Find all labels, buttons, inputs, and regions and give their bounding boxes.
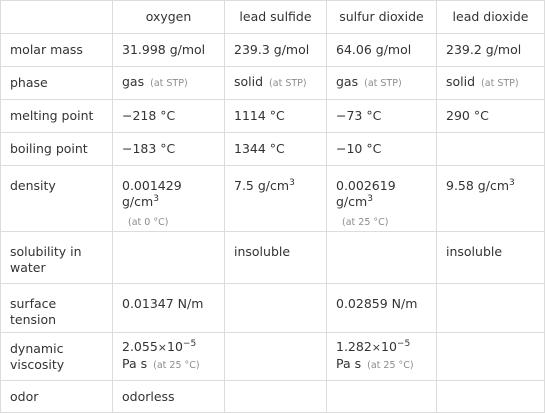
boiling-point-lead-sulfide: 1344 °C [225, 133, 327, 166]
molar-mass-sulfur-dioxide: 64.06 g/mol [327, 34, 437, 67]
row-header-melting-point: melting point [1, 100, 113, 133]
phase-value: gas [122, 74, 145, 89]
viscosity-mantissa: 1.282 [336, 339, 372, 354]
molar-mass-lead-dioxide: 239.2 g/mol [437, 34, 545, 67]
viscosity-exponent: −5 [182, 339, 197, 349]
boiling-point-lead-dioxide [437, 133, 545, 166]
boiling-point-oxygen: −183 °C [113, 133, 225, 166]
unit-exponent: 3 [153, 194, 159, 204]
melting-point-lead-dioxide: 290 °C [437, 100, 545, 133]
dynamic-viscosity-lead-sulfide [225, 333, 327, 381]
density-value: 7.5 g/cm [234, 178, 290, 193]
phase-value: gas [336, 74, 359, 89]
times-sign: × [157, 341, 168, 354]
table-row-molar-mass [1, 34, 545, 67]
solubility-lead-dioxide: insoluble [437, 232, 545, 284]
unit-exponent: 3 [289, 178, 295, 188]
table-row-surface-tension [1, 284, 545, 333]
table-row-melting-point [1, 100, 545, 133]
row-header-odor: odor [1, 381, 113, 413]
unit-exponent: 3 [367, 194, 373, 204]
odor-lead-sulfide [225, 381, 327, 413]
table-row-dynamic-viscosity [1, 333, 545, 381]
odor-sulfur-dioxide [327, 381, 437, 413]
column-header-lead-dioxide: lead dioxide [437, 1, 545, 34]
viscosity-base: 10 [167, 339, 183, 354]
phase-note: (at STP) [364, 78, 402, 89]
row-header-phase: phase [1, 67, 113, 100]
surface-tension-lead-dioxide [437, 284, 545, 333]
odor-lead-dioxide [437, 381, 545, 413]
molar-mass-lead-sulfide: 239.3 g/mol [225, 34, 327, 67]
surface-tension-sulfur-dioxide: 0.02859 N/m [327, 284, 437, 333]
column-header-sulfur-dioxide: sulfur dioxide [327, 1, 437, 34]
melting-point-sulfur-dioxide: −73 °C [327, 100, 437, 133]
corner-cell [1, 1, 113, 34]
solubility-sulfur-dioxide [327, 232, 437, 284]
viscosity-unit: Pa s [122, 356, 148, 371]
times-sign: × [371, 341, 382, 354]
viscosity-note: (at 25 °C) [367, 360, 414, 371]
table-row-density [1, 166, 545, 232]
viscosity-note: (at 25 °C) [153, 360, 200, 371]
phase-oxygen [113, 67, 225, 100]
density-value: 0.001429 [122, 178, 182, 193]
viscosity-mantissa: 2.055 [122, 339, 158, 354]
density-oxygen [113, 166, 225, 232]
density-sulfur-dioxide [327, 166, 437, 232]
phase-lead-dioxide [437, 67, 545, 100]
header-row [1, 1, 545, 34]
melting-point-oxygen: −218 °C [113, 100, 225, 133]
density-unit: g/cm [336, 194, 368, 209]
table-row-phase [1, 67, 545, 100]
phase-note: (at STP) [481, 78, 519, 89]
density-note: (at 0 °C) [128, 217, 169, 228]
viscosity-unit: Pa s [336, 356, 362, 371]
column-header-lead-sulfide: lead sulfide [225, 1, 327, 34]
odor-oxygen: odorless [113, 381, 225, 413]
phase-value: solid [446, 74, 476, 89]
density-lead-sulfide [225, 166, 327, 232]
row-header-density: density [1, 166, 113, 232]
density-unit: g/cm [122, 194, 154, 209]
dynamic-viscosity-lead-dioxide [437, 333, 545, 381]
solubility-lead-sulfide: insoluble [225, 232, 327, 284]
row-header-solubility: solubility in water [1, 232, 113, 284]
density-lead-dioxide [437, 166, 545, 232]
melting-point-lead-sulfide: 1114 °C [225, 100, 327, 133]
viscosity-base: 10 [381, 339, 397, 354]
density-value: 9.58 g/cm [446, 178, 510, 193]
table-row-boiling-point [1, 133, 545, 166]
dynamic-viscosity-oxygen [113, 333, 225, 381]
phase-sulfur-dioxide [327, 67, 437, 100]
row-header-surface-tension: surface tension [1, 284, 113, 333]
row-header-molar-mass: molar mass [1, 34, 113, 67]
molar-mass-oxygen: 31.998 g/mol [113, 34, 225, 67]
table-row-odor [1, 381, 545, 413]
phase-value: solid [234, 74, 264, 89]
phase-lead-sulfide [225, 67, 327, 100]
table-row-solubility [1, 232, 545, 284]
unit-exponent: 3 [509, 178, 515, 188]
row-header-boiling-point: boiling point [1, 133, 113, 166]
dynamic-viscosity-sulfur-dioxide [327, 333, 437, 381]
density-value: 0.002619 [336, 178, 396, 193]
phase-note: (at STP) [269, 78, 307, 89]
density-note: (at 25 °C) [342, 217, 389, 228]
solubility-oxygen [113, 232, 225, 284]
column-header-oxygen: oxygen [113, 1, 225, 34]
phase-note: (at STP) [150, 78, 188, 89]
boiling-point-sulfur-dioxide: −10 °C [327, 133, 437, 166]
surface-tension-oxygen: 0.01347 N/m [113, 284, 225, 333]
row-header-dynamic-viscosity: dynamic viscosity [1, 333, 113, 381]
viscosity-exponent: −5 [396, 339, 411, 349]
surface-tension-lead-sulfide [225, 284, 327, 333]
